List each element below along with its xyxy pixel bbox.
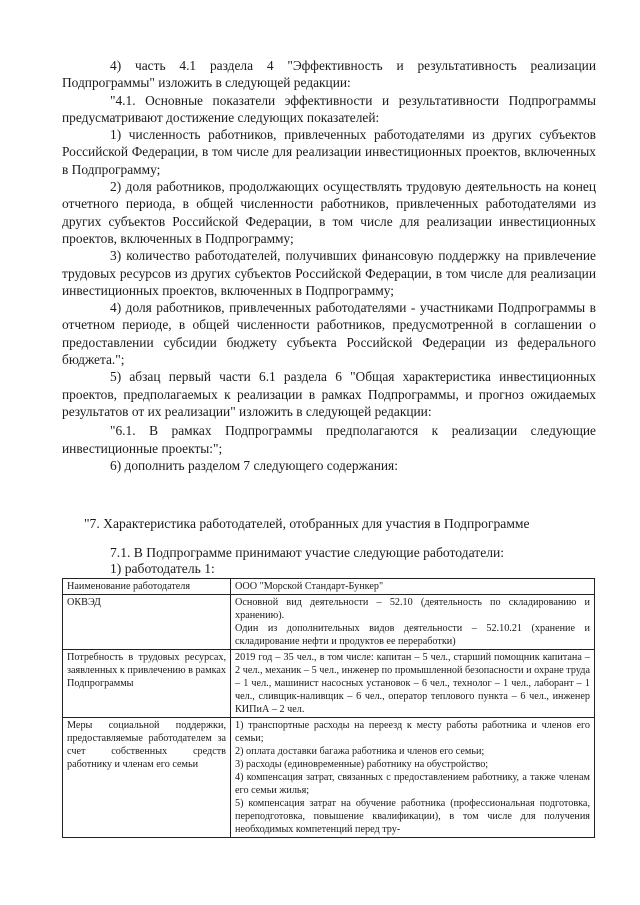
paragraph-item-4: 4) часть 4.1 раздела 4 "Эффективность и результативность реализации Подпрограммы" изложить в следующей редакции: (62, 58, 596, 91)
paragraph-indicator-3: 3) количество работодателей, получивших финансовую поддержку на привлечение трудовых ресурсов из других субъектов Российской Федерации, в том числе для реализации инвестиционных проектов, включенных в Подпрограмму; (62, 248, 596, 298)
paragraph-item-5: 5) абзац первый части 6.1 раздела 6 "Общая характеристика инвестиционных проектов, предполагаемых к реализации в рамках Подпрограммы, и прогноз ожидаемых результатов от их реализации" изложить в следующей редакции: (62, 369, 596, 419)
intro-line-participants: 7.1. В Подпрограмме принимают участие следующие работодатели: (110, 545, 505, 560)
intro-line-employer-1: 1) работодатель 1: (110, 561, 215, 576)
section-7-intro (110, 545, 600, 577)
okved-value (231, 595, 595, 650)
paragraph-section-6-1: "6.1. В рамках Подпрограммы предполагаются к реализации следующие инвестиционные проекты:"; (62, 423, 596, 456)
social-support-label: Меры социальной поддержки, предоставляемые работодателем за счет собственных средств работнику и членам его семьи (63, 718, 231, 838)
paragraph-indicator-1: 1) численность работников, привлеченных работодателями из других субъектов Российской Федерации, в том числе для реализации инвестиционных проектов, включенных в Подпрограмму; (62, 127, 596, 177)
okved-label: ОКВЭД (63, 595, 231, 650)
support-item-3: 3) расходы (единовременные) работнику на обустройство; (235, 759, 489, 770)
section-7-heading: "7. Характеристика работодателей, отобранных для участия в Подпрограмме (84, 516, 530, 531)
body-text (62, 57, 596, 474)
paragraph-item-6: 6) дополнить разделом 7 следующего содержания: (110, 457, 398, 473)
support-item-2: 2) оплата доставки багажа работника и членов его семьи; (235, 746, 485, 757)
labor-needs-label: Потребность в трудовых ресурсах, заявленных к привлечению в рамках Подпрограммы (63, 650, 231, 718)
paragraph-indicator-2: 2) доля работников, продолжающих осуществлять трудовую деятельность на конец отчетного периода, в общей численности работников, привлеченных работодателями из других субъектов Российской Федерации, в том числе для реализации инвестиционных проектов, включенных в Подпрограмму; (62, 179, 596, 246)
employer-name-label: Наименование работодателя (63, 579, 231, 595)
table-row (63, 595, 595, 650)
support-item-4: 4) компенсация затрат, связанных с предоставлением работнику, а также членам его семьи жилья; (235, 772, 590, 796)
table-row (63, 579, 595, 595)
okved-main-activity: Основной вид деятельности – 52.10 (деятельность по складированию и хранению). (235, 597, 590, 621)
table-row (63, 650, 595, 718)
support-item-5: 5) компенсация затрат на обучение работника (профессиональная подготовка, переподготовка, повышение квалификации), в том числе для получения необходимых компетенций перед тру- (235, 798, 590, 835)
paragraph-section-4-1: "4.1. Основные показатели эффективности и результативности Подпрограммы предусматривают достижение следующих показателей: (62, 92, 596, 125)
table-row (63, 718, 595, 838)
social-support-value (231, 718, 595, 838)
employer-table (62, 578, 595, 838)
labor-needs-value: 2019 год – 35 чел., в том числе: капитан – 5 чел., старший помощник капитана – 2 чел., механик – 5 чел., инженер по промышленной безопасности и охране труда – 1 чел., машинист насосных установок – 6 чел., технолог – 1 чел., лаборант – 1 чел., сливщик-наливщик – 6 чел., оператор теплового пункта – 6 чел., инженер КИПиА – 2 чел. (231, 650, 595, 718)
paragraph-indicator-4: 4) доля работников, привлеченных работодателями - участниками Подпрограммы в отчетном периоде, в общей численности работников, предусмотренной в соглашении о предоставлении субсидии бюджету субъекта Российской Федерации из федерального бюджета."; (62, 300, 596, 368)
employer-name-value: ООО "Морской Стандарт-Бункер" (231, 579, 595, 595)
okved-extra-activity: Один из дополнительных видов деятельности – 52.10.21 (хранение и складирование нефти и продуктов ее переработки) (235, 623, 590, 647)
support-item-1: 1) транспортные расходы на переезд к месту работы работника и членов его семьи; (235, 720, 590, 744)
